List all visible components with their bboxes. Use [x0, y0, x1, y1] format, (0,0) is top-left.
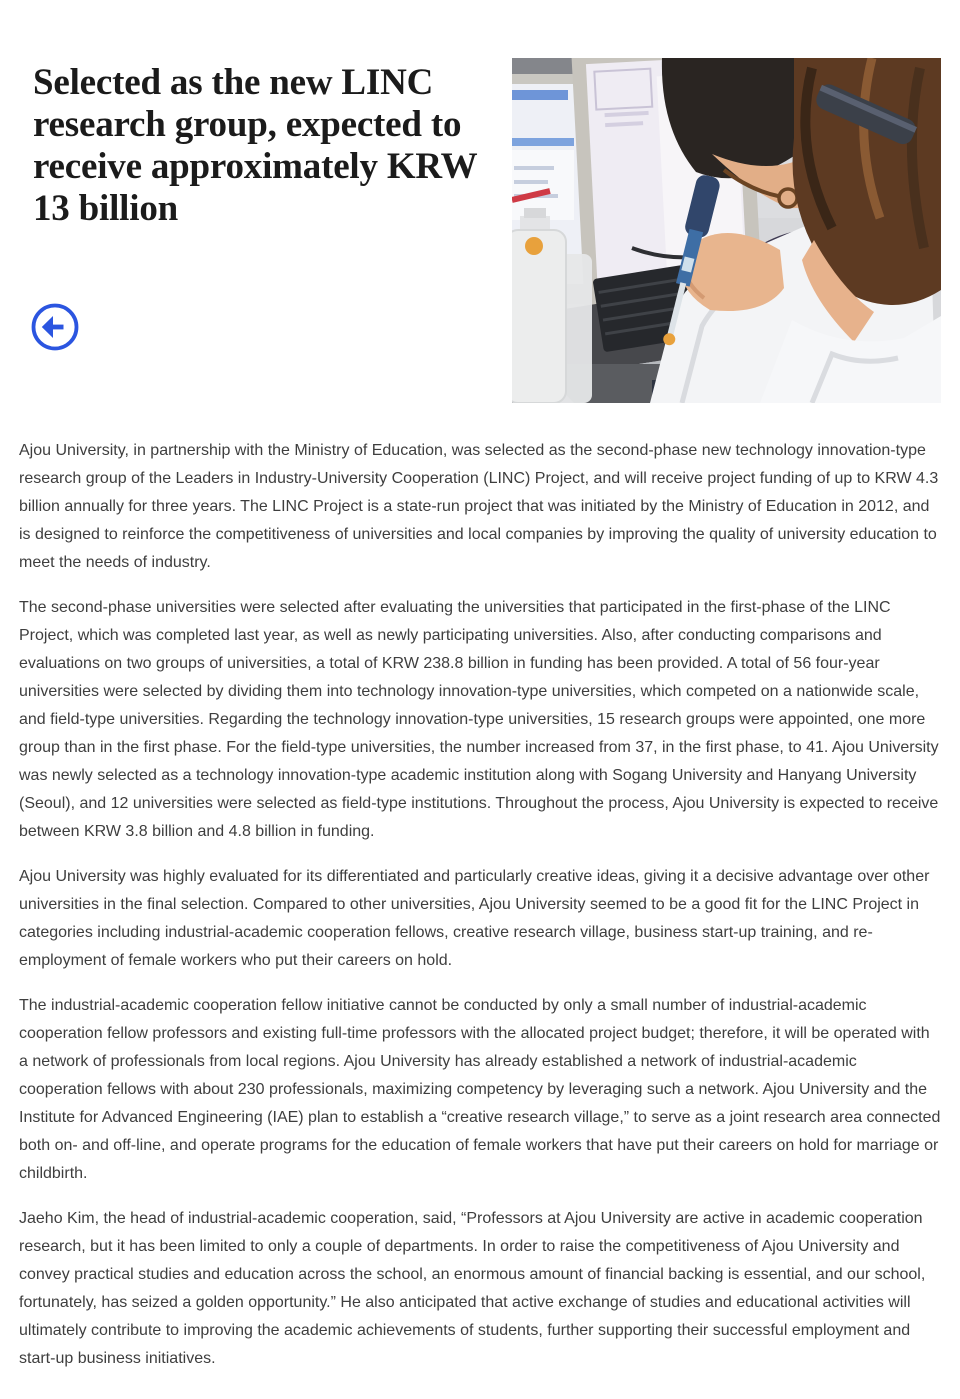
paragraph-5: Jaeho Kim, the head of industrial-academic cooperation, said, “Professors at Ajou University are active in academic cooperation research, but it has been limited to only a couple of departments. In order to raise the competitiveness of Ajou University and convey practical studies and education across the school, an enormous amount of financial backing is essential, and our school, fortunately, has seized a golden opportunity.” He also anticipated that active exchange of studies and educational activities will ultimately contribute to improving the academic achievements of students, further supporting their successful employment and start-up business initiatives.	[19, 1210, 926, 1367]
paragraph-4: The industrial-academic cooperation fellow initiative cannot be conducted by only a small number of industrial-academic cooperation fellow professors and existing full-time professors with the allocated project budget; therefore, it will be operated with a network of professionals from local regions. Ajou University has already established a network of industrial-academic cooperation fellows with about 230 professionals, maximizing competency by leveraging such a network. Ajou University and the Institute for Advanced Engineering (IAE) plan to establish a “creative research village,” to serve as a joint research area connected both on- and off-line, and operate programs for the education of female workers that have put their careers on hold for marriage or childbirth.	[19, 997, 941, 1182]
paragraph-2: The second-phase universities were selected after evaluating the universities that participated in the first-phase of the LINC Project, which was completed last year, as well as newly participating universities. Also, after conducting comparisons and evaluations on two groups of universities, a total of KRW 238.8 billion in funding has been provided. A total of 56 four-year universities were selected by dividing them into technology innovation-type universities, which competed on a nationwide scale, and field-type universities. Regarding the technology innovation-type universities, 15 research groups were appointed, one more group than in the first phase. For the field-type universities, the number increased from 37, in the first phase, to 41. Ajou University was newly selected as a technology innovation-type academic institution along with Sogang University and Hanyang University (Seoul), and 12 universities were selected as field-type institutions. Throughout the process, Ajou University is expected to receive between KRW 3.8 billion and 4.8 billion in funding.	[19, 599, 939, 840]
article-body	[0, 403, 960, 1373]
arrow-left-circle-icon	[29, 301, 81, 353]
paragraph-3: Ajou University was highly evaluated for its differentiated and particularly creative ideas, giving it a decisive advantage over other universities in the final selection. Compared to other universities, Ajou University seemed to be a good fit for the LINC Project in categories including industrial-academic cooperation fellows, creative research village, business start-up training, and re-employment of female workers who put their careers on hold.	[19, 868, 930, 969]
lab-research-photo-illustration	[512, 58, 941, 403]
article-header	[0, 0, 960, 403]
paragraph-1: Ajou University, in partnership with the Ministry of Education, was selected as the second-phase new technology innovation-type research group of the Leaders in Industry-University Cooperation (LINC) Project, and will receive project funding of up to KRW 4.3 billion annually for three years. The LINC Project is a state-run project that was initiated by the Ministry of Education in 2012, and is designed to reinforce the competitiveness of universities and local companies by improving the quality of university education to meet the needs of industry.	[19, 442, 939, 571]
article-photo	[512, 58, 941, 403]
page-title: Selected as the new LINC research group, expected to receive approximately KRW 13 billion	[33, 62, 477, 229]
back-button[interactable]	[29, 301, 81, 353]
